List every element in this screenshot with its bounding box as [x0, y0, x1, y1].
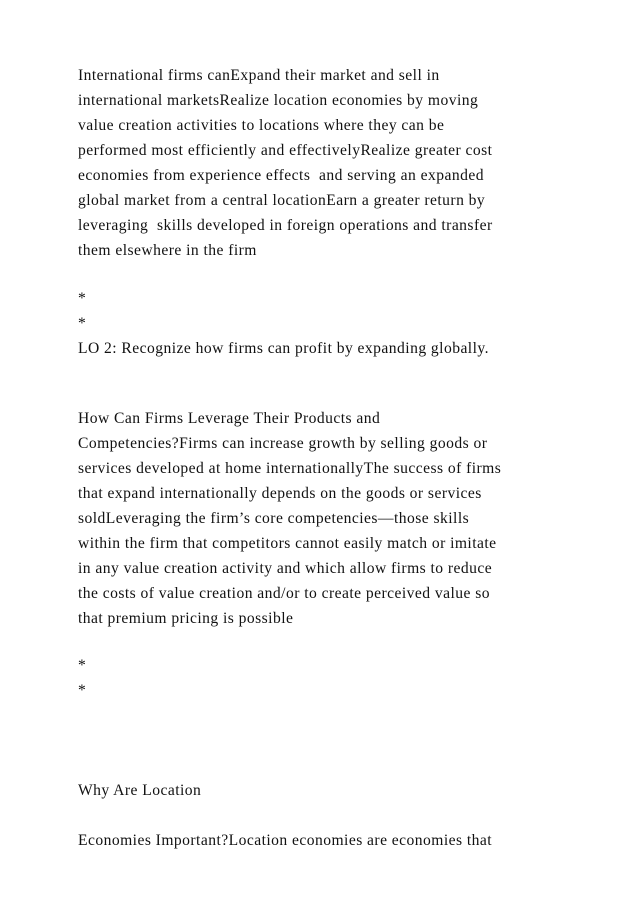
text-line: in any value creation activity and which allow firms to reduce	[78, 560, 493, 577]
text-line: soldLeveraging the firm’s core competencies—those skills	[78, 510, 470, 527]
bullet-marker: *	[78, 657, 87, 674]
bullet-marker: *	[78, 682, 87, 699]
text-line: them elsewhere in the firm	[78, 242, 257, 259]
text-line: leveraging skills developed in foreign operations and transfer	[78, 217, 493, 234]
bullet-marker: *	[78, 315, 87, 332]
text-line: that premium pricing is possible	[78, 610, 294, 627]
text-line: the costs of value creation and/or to create perceived value so	[78, 585, 490, 602]
text-line: Economies Important?Location economies are economies that	[78, 832, 493, 849]
text-line: Competencies?Firms can increase growth by selling goods or	[78, 435, 488, 452]
section-heading-line: Why Are Location	[78, 782, 202, 799]
learning-objective: LO 2: Recognize how firms can profit by expanding globally.	[78, 340, 489, 357]
text-line: economies from experience effects and serving an expanded	[78, 167, 484, 184]
text-line: International firms canExpand their market and sell in	[78, 67, 440, 84]
text-line: value creation activities to locations where they can be	[78, 117, 445, 134]
text-line: services developed at home internationallyThe success of firms	[78, 460, 502, 477]
text-line: global market from a central locationEarn a greater return by	[78, 192, 486, 209]
text-line: performed most efficiently and effectivelyRealize greater cost	[78, 142, 493, 159]
text-line: within the firm that competitors cannot easily match or imitate	[78, 535, 497, 552]
text-line: international marketsRealize location economies by moving	[78, 92, 479, 109]
bullet-marker: *	[78, 290, 87, 307]
section-heading-line: How Can Firms Leverage Their Products and	[78, 410, 381, 427]
text-line: that expand internationally depends on the goods or services	[78, 485, 482, 502]
